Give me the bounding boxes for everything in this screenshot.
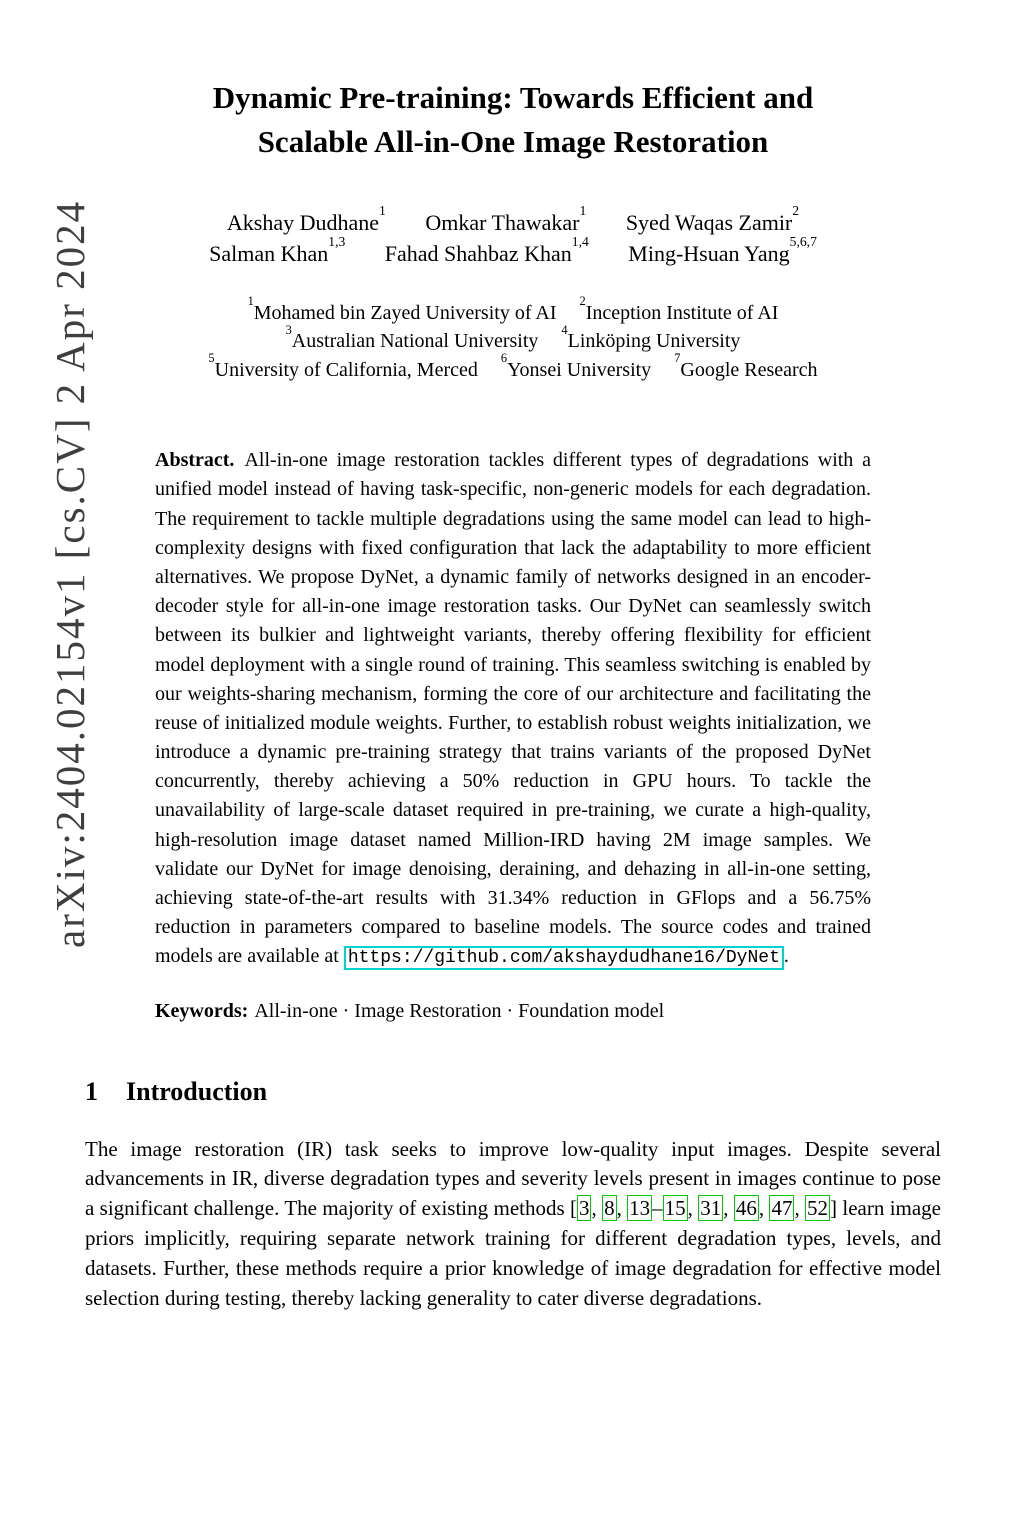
abstract bbox=[155, 446, 871, 971]
affiliation-sup: 3 bbox=[285, 322, 292, 337]
author-row-2 bbox=[85, 233, 941, 267]
author-name: Akshay Dudhane bbox=[226, 210, 380, 236]
citation-separator: – bbox=[652, 1196, 663, 1221]
citation-link[interactable]: 47 bbox=[771, 1196, 793, 1221]
affiliation bbox=[208, 350, 478, 384]
author-name: Omkar Thawakar bbox=[425, 210, 580, 236]
citation-separator: , bbox=[687, 1196, 699, 1221]
citation-link[interactable]: 31 bbox=[700, 1196, 722, 1221]
section-title: Introduction bbox=[126, 1076, 268, 1106]
keywords bbox=[155, 1000, 871, 1023]
affiliation bbox=[674, 350, 818, 384]
keywords-text: All-in-one · Image Restoration · Foundation model bbox=[254, 999, 665, 1022]
citation-link[interactable]: 3 bbox=[578, 1196, 590, 1221]
affiliation-text: Inception Institute of AI bbox=[585, 302, 779, 325]
abstract-period: . bbox=[783, 945, 789, 968]
intro-text-before: The image restoration (IR) task seeks to improve low-quality input images. Despite several advancements in IR, diverse degradation types and severity levels present in images continue to pose a significant challenge. The majority of existing methods [ bbox=[85, 1136, 941, 1221]
citation-link[interactable]: 13 bbox=[629, 1196, 651, 1221]
affiliation-sup: 2 bbox=[579, 294, 586, 309]
affiliation-sup: 6 bbox=[500, 350, 508, 365]
affiliation-line-3 bbox=[85, 350, 941, 384]
abstract-label: Abstract. bbox=[155, 449, 235, 472]
citation-separator: , bbox=[723, 1196, 734, 1221]
affiliation-text: Mohamed bin Zayed University of AI bbox=[253, 302, 557, 325]
affiliation-text: University of California, Merced bbox=[214, 358, 478, 381]
section-number: 1 bbox=[85, 1076, 98, 1106]
paper-content bbox=[85, 0, 941, 1314]
affiliation bbox=[500, 350, 652, 384]
title-line-2: Scalable All-in-One Image Restoration bbox=[257, 124, 769, 160]
author-affil-sup: 1 bbox=[579, 202, 587, 218]
affiliation bbox=[561, 322, 741, 355]
arxiv-watermark: arXiv:2404.02154v1 [cs.CV] 2 Apr 2024 bbox=[47, 199, 93, 948]
author-row-1 bbox=[85, 202, 941, 236]
author-affil-sup: 5,6,7 bbox=[789, 233, 817, 249]
citation-link[interactable]: 15 bbox=[664, 1196, 686, 1221]
paper-title bbox=[85, 76, 941, 164]
author bbox=[226, 202, 386, 236]
author-name: Syed Waqas Zamir bbox=[625, 210, 793, 236]
affiliation bbox=[579, 294, 779, 327]
author-name: Ming-Hsuan Yang bbox=[628, 241, 790, 267]
affiliation-sup: 4 bbox=[561, 322, 568, 337]
abstract-body: All-in-one image restoration tackles different types of degradations with a unified model instead of having task-specific, non-generic models for each degradation. The requirement to tackle multiple degradations using the same model can lead to high-complexity designs with fixed configuration that lack the adaptability to more efficient alternatives. We propose DyNet, a dynamic family of networks designed in an encoder-decoder style for all-in-one image restoration tasks. Our DyNet can seamlessly switch between its bulkier and lightweight variants, thereby offering flexibility for efficient model deployment with a single round of training. This seamless switching is enabled by our weights-sharing mechanism, forming the core of our architecture and facilitating the reuse of initialized module weights. Further, to establish robust weights initialization, we introduce a dynamic pre-training strategy that trains variants of the proposed DyNet concurrently, thereby achieving a 50% reduction in GPU hours. To tackle the unavailability of large-scale dataset required in pre-training, we curate a high-quality, high-resolution image dataset named Million-IRD having 2M image samples. We validate our DyNet for image denoising, deraining, and dehazing in all-in-one setting, achieving state-of-the-art results with 31.34% reduction in GFlops and a 56.75% reduction in parameters compared to baseline models. The source codes and trained models are available at bbox=[155, 449, 871, 968]
affiliation-text: Australian National University bbox=[291, 330, 539, 353]
citation-separator: , bbox=[758, 1196, 770, 1221]
author bbox=[628, 233, 817, 267]
citation-link[interactable]: 46 bbox=[735, 1196, 757, 1221]
citation-separator: , bbox=[591, 1196, 603, 1221]
citation-separator: , bbox=[794, 1196, 806, 1221]
affiliation-list bbox=[85, 294, 941, 384]
author-affil-sup: 1 bbox=[379, 202, 386, 218]
author bbox=[209, 233, 346, 267]
affiliation-text: Linköping University bbox=[567, 330, 741, 353]
author-list bbox=[85, 202, 941, 267]
affiliation-sup: 7 bbox=[674, 350, 681, 365]
citation-link[interactable]: 8 bbox=[604, 1196, 615, 1221]
code-repository-link[interactable]: https://github.com/akshaydudhane16/DyNet bbox=[344, 946, 784, 970]
author bbox=[384, 233, 589, 267]
section-heading-introduction bbox=[85, 1077, 941, 1107]
affiliation-text: Yonsei University bbox=[507, 358, 652, 381]
author-name: Salman Khan bbox=[209, 241, 329, 267]
affiliation-sup: 1 bbox=[247, 294, 254, 309]
affiliation bbox=[247, 294, 557, 327]
author-affil-sup: 1,3 bbox=[328, 233, 346, 249]
title-line-1: Dynamic Pre-training: Towards Efficient and bbox=[212, 80, 814, 115]
intro-paragraph bbox=[85, 1135, 941, 1314]
citation-separator: , bbox=[616, 1196, 628, 1221]
author-affil-sup: 2 bbox=[792, 202, 800, 218]
author-name: Fahad Shahbaz Khan bbox=[384, 241, 572, 267]
affiliation-sup: 5 bbox=[208, 350, 215, 365]
affiliation-line-1 bbox=[85, 294, 941, 327]
author-affil-sup: 1,4 bbox=[571, 233, 589, 249]
author bbox=[425, 202, 587, 236]
affiliation-text: Google Research bbox=[680, 358, 818, 381]
keywords-label: Keywords: bbox=[155, 999, 249, 1022]
intro-text-after: ] learn image priors implicitly, requiring separate network training for different degradation types, levels, and datasets. Further, these methods require a prior knowledge of image degradation for effective model selection during testing, thereby lacking generality to cater diverse degradations. bbox=[85, 1196, 942, 1310]
author bbox=[625, 202, 800, 236]
citation-link[interactable]: 52 bbox=[807, 1196, 829, 1221]
